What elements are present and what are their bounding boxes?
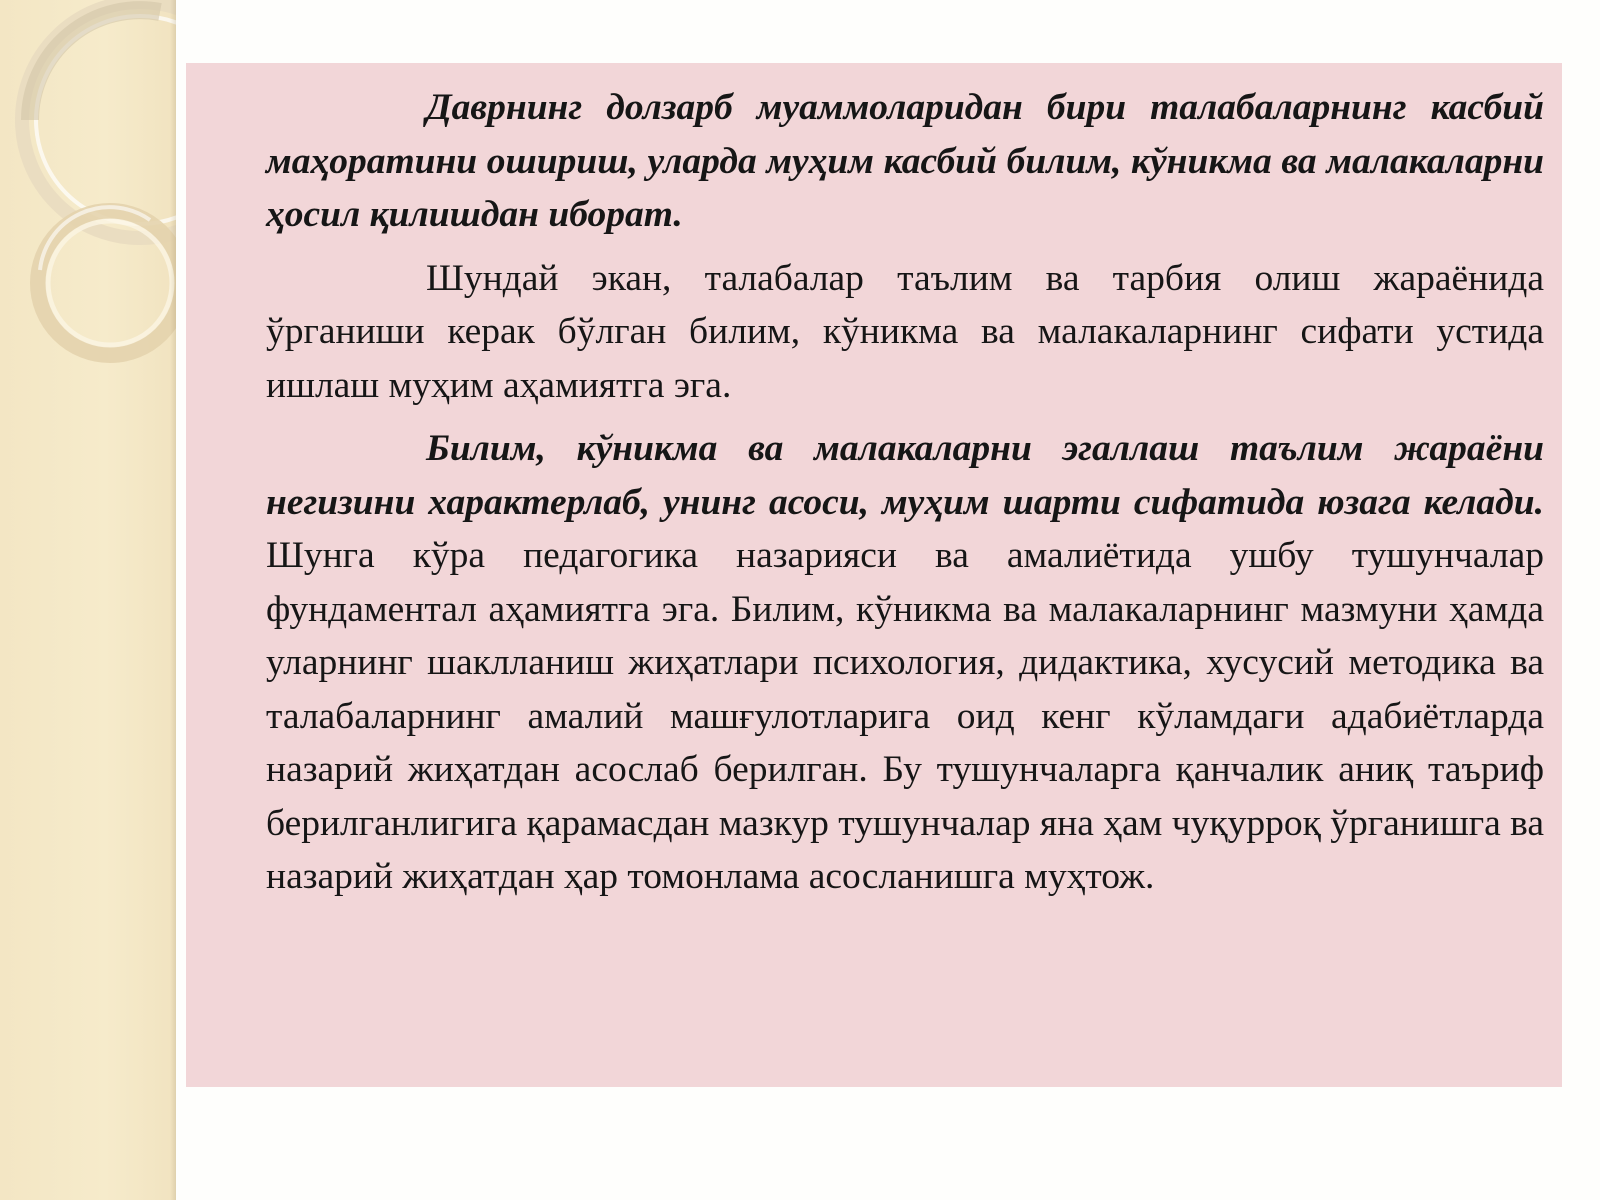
- paragraph-2-text: Шундай экан, талабалар таълим ва тарбия олиш жараёнида ўрганиши керак бўлган билим, кўникма ва малакаларнинг сифати устида ишлаш муҳим аҳамиятга эга.: [266, 257, 1544, 406]
- content-box: [186, 63, 1562, 1087]
- paragraph-2: [266, 252, 1544, 413]
- paragraph-3-emphasis: Билим, кўникма ва малакаларни эгаллаш таълим жараёни негизини характерлаб, унинг асоси, муҳим шарти сифатида юзага келади.: [266, 428, 1544, 523]
- paragraph-1-emphasis: Даврнинг долзарб муаммоларидан бири талабаларнинг касбий маҳоратини ошириш, уларда муҳим касбий билим, кўникма ва малакаларни ҳосил қилишдан иборат.: [266, 87, 1544, 235]
- decorative-rings-icon: [0, 0, 176, 1200]
- paragraph-3: [266, 422, 1544, 904]
- text-area: [266, 81, 1544, 914]
- paragraph-3-text: Шунга кўра педагогика назарияси ва амалиётида ушбу тушунчалар фундаментал аҳамиятга эга. Билим, кўникма ва малакаларнинг мазмуни ҳамда уларнинг шаклланиш жиҳатлари психология, дидактика, хусусий методика ва талабаларнинг амалий машғулотларига оид кенг кўламдаги адабиётларда назарий жиҳатдан асослаб берилган. Бу тушунчаларга қанчалик аниқ таъриф берилганлигига қарамасдан мазкур тушунчалар яна ҳам чуқурроқ ўрганишга ва назарий жиҳатдан ҳар томонлама асосланишга муҳтож.: [266, 535, 1544, 897]
- paragraph-1: [266, 81, 1544, 242]
- decorative-side-band: [0, 0, 176, 1200]
